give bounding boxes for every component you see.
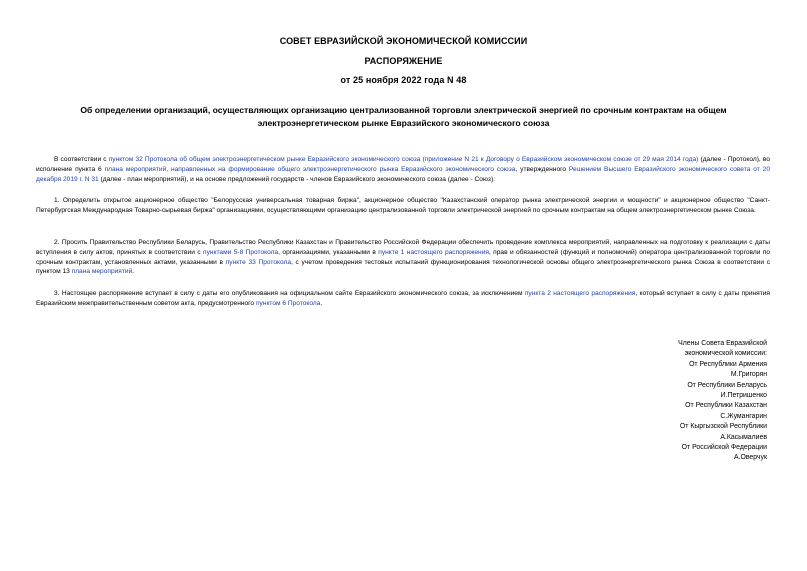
- link-action-plan[interactable]: плана мероприятий, направленных на формирование общего электроэнергетического рынка Евразийского экономического союза: [104, 165, 516, 173]
- text-run: (далее - план мероприятий), и на основе предложений государств - членов Евразийского экономического союза (далее - Союз):: [98, 175, 495, 183]
- document-type-heading: РАСПОРЯЖЕНИЕ: [364, 56, 443, 66]
- signature-line: От Республики Беларусь: [687, 381, 767, 389]
- text-run: .: [320, 299, 323, 307]
- link-protocol-point-32[interactable]: пунктом 32 Протокола об общем электроэнергетическом рынке Евразийского экономического союза (приложение N 21 к Договору о Евразийском экономическом союзе от 29 мая 2014 года): [108, 156, 699, 163]
- text-run: , с учетом проведения тестовых испытаний функционирования технологической основы общего электроэнергетического рынка Союза в соответствии с пунктом 13: [36, 258, 770, 276]
- signature-line: И.Петришенко: [720, 392, 767, 400]
- signature-line: От Российской Федерации: [681, 444, 767, 452]
- paragraph-preamble: [36, 155, 770, 184]
- signature-line: От Республики Казахстан: [685, 402, 767, 410]
- signature-line: От Республики Армения: [689, 360, 767, 368]
- text-run: (далее - Протокол), во исполнение пункта 6: [36, 156, 770, 173]
- text-run: , утвержденного: [515, 165, 569, 173]
- document-date-number: от 25 ноября 2022 года N 48: [340, 75, 467, 85]
- paragraph-point-2: [36, 238, 770, 277]
- link-protocol-point-33[interactable]: пункте 33 Протокола: [225, 258, 292, 266]
- council-heading: СОВЕТ ЕВРАЗИЙСКОЙ ЭКОНОМИЧЕСКОЙ КОМИССИИ: [279, 36, 528, 46]
- signature-line: М.Григорян: [730, 371, 767, 379]
- signature-block: [507, 339, 767, 464]
- signature-line: С.Жумангарин: [720, 412, 767, 420]
- link-supreme-council-decision[interactable]: Решением Высшего Евразийского экономического совета от 20 декабря 2019 г. N 31: [36, 165, 770, 183]
- link-action-plan-2[interactable]: плана мероприятий: [71, 268, 133, 276]
- paragraph-point-1: [36, 196, 770, 216]
- text-run: В соответствии с: [54, 156, 109, 163]
- signature-line: А.Касымалиев: [720, 433, 767, 441]
- signature-line: От Кыргызской Республики: [679, 423, 767, 431]
- link-protocol-points-5-8[interactable]: пунктами 5-8 Протокола: [203, 248, 279, 256]
- text-run: , организациями, указанными в: [278, 248, 379, 256]
- text-run: , который вступает в силу с даты принятия Евразийским межправительственным советом акта, предусмотренного: [36, 290, 770, 307]
- link-order-point-2[interactable]: пункта 2 настоящего распоряжения: [524, 290, 636, 297]
- text-run: .: [132, 268, 135, 276]
- link-order-point-1[interactable]: пункте 1 настоящего распоряжения: [378, 248, 489, 256]
- signature-line: экономической комиссии:: [684, 350, 767, 358]
- document-title: Об определении организаций, осуществляющих организацию централизованной торговли электрической энергией по срочным контрактам на общем электроэнергетическом рынке Евразийского экономического союза: [80, 105, 727, 128]
- signature-line: А.Оверчук: [733, 454, 767, 462]
- text-run: 2. Просить Правительство Республики Беларусь, Правительство Республики Казахстан и Правительство Российской Федерации обеспечить проведение комплекса мероприятий, направленных на подготовку к реализации с даты вступления в силу актов, принятых в соответствии с: [36, 239, 770, 256]
- paragraph-point-3: [36, 289, 770, 309]
- link-protocol-point-6[interactable]: пунктом 6 Протокола: [255, 299, 321, 307]
- signature-line: Члены Совета Евразийской: [678, 340, 767, 347]
- text-run: 3. Настоящее распоряжение вступает в силу с даты его опубликования на официальном сайте Евразийского экономического союза, за исключением: [54, 290, 525, 297]
- text-run: 1. Определить открытое акционерное общество "Белорусская универсальная товарная биржа", акционерное общество "Казахстанский оператор рынка электрической энергии и мощности" и акционерное общество "Санкт-Петербургская Международная Товарно-сырьевая биржа" организациями, осуществляющими организацию централизованной торговли электрической энергией по срочным контрактам на общем электроэнергетическом рынке Союза.: [36, 197, 770, 214]
- text-run: , прав и обязанностей (функций и полномочий) оператора централизованной торговли по срочным контрактам, установленных актами, указанными в: [36, 248, 771, 266]
